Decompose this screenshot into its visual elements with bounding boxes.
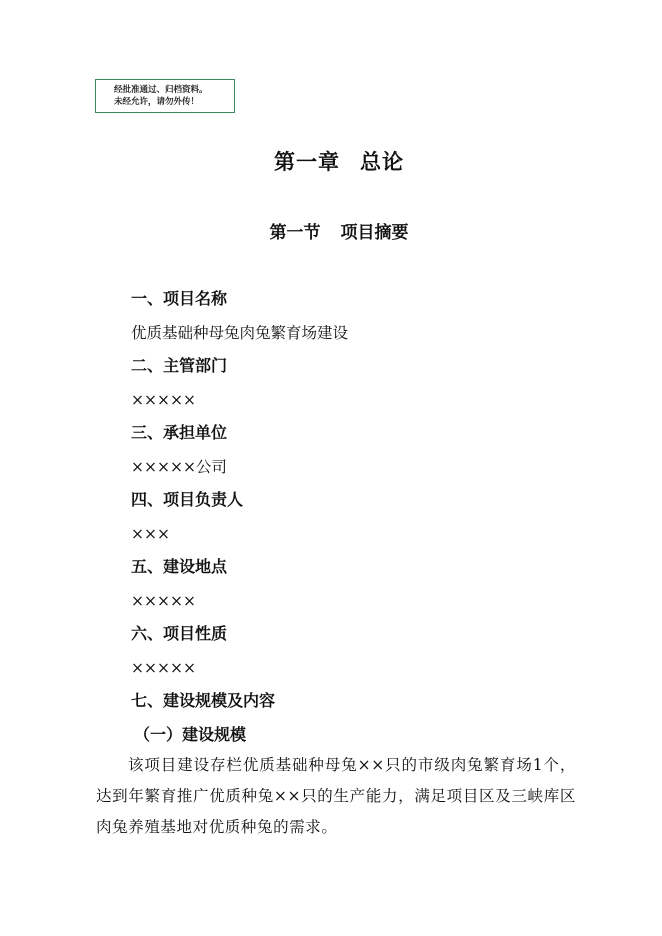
approval-stamp — [95, 79, 235, 113]
item-heading-nature: 六、项目性质 — [131, 624, 228, 643]
item-value-leader: ××× — [131, 525, 170, 543]
scale-paragraph: 该项目建设存栏优质基础种母兔××只的市级肉兔繁育场1个，达到年繁育推广优质种兔××只的生产能力，满足项目区及三峡库区肉兔养殖基地对优质种兔的需求。 — [96, 756, 576, 836]
sub-heading-scale: （一）建设规模 — [134, 725, 247, 744]
item-value-department: ××××× — [131, 391, 196, 409]
item-heading-scale-content: 七、建设规模及内容 — [131, 691, 276, 710]
chapter-number: 第一章 — [274, 150, 340, 174]
stamp-line-1: 经批准通过、归档资料。 — [114, 85, 208, 95]
chapter-title — [0, 146, 662, 176]
item-heading-location: 五、建设地点 — [131, 557, 228, 576]
item-value-location: ××××× — [131, 592, 196, 610]
section-name: 项目摘要 — [340, 223, 409, 243]
stamp-line-2: 未经允许，请勿外传！ — [114, 97, 200, 107]
item-heading-project-name: 一、项目名称 — [131, 289, 228, 308]
item-value-project-name: 优质基础种母兔肉兔繁育场建设 — [131, 324, 349, 342]
chapter-name: 总论 — [360, 150, 404, 174]
item-heading-unit: 三、承担单位 — [131, 423, 228, 442]
section-number: 第一节 — [269, 223, 321, 243]
project-summary-list — [131, 286, 591, 754]
item-value-nature: ××××× — [131, 659, 196, 677]
item-heading-department: 二、主管部门 — [131, 356, 228, 375]
item-heading-leader: 四、项目负责人 — [131, 490, 244, 509]
item-value-unit: ×××××公司 — [131, 458, 227, 476]
section-title — [0, 218, 662, 243]
